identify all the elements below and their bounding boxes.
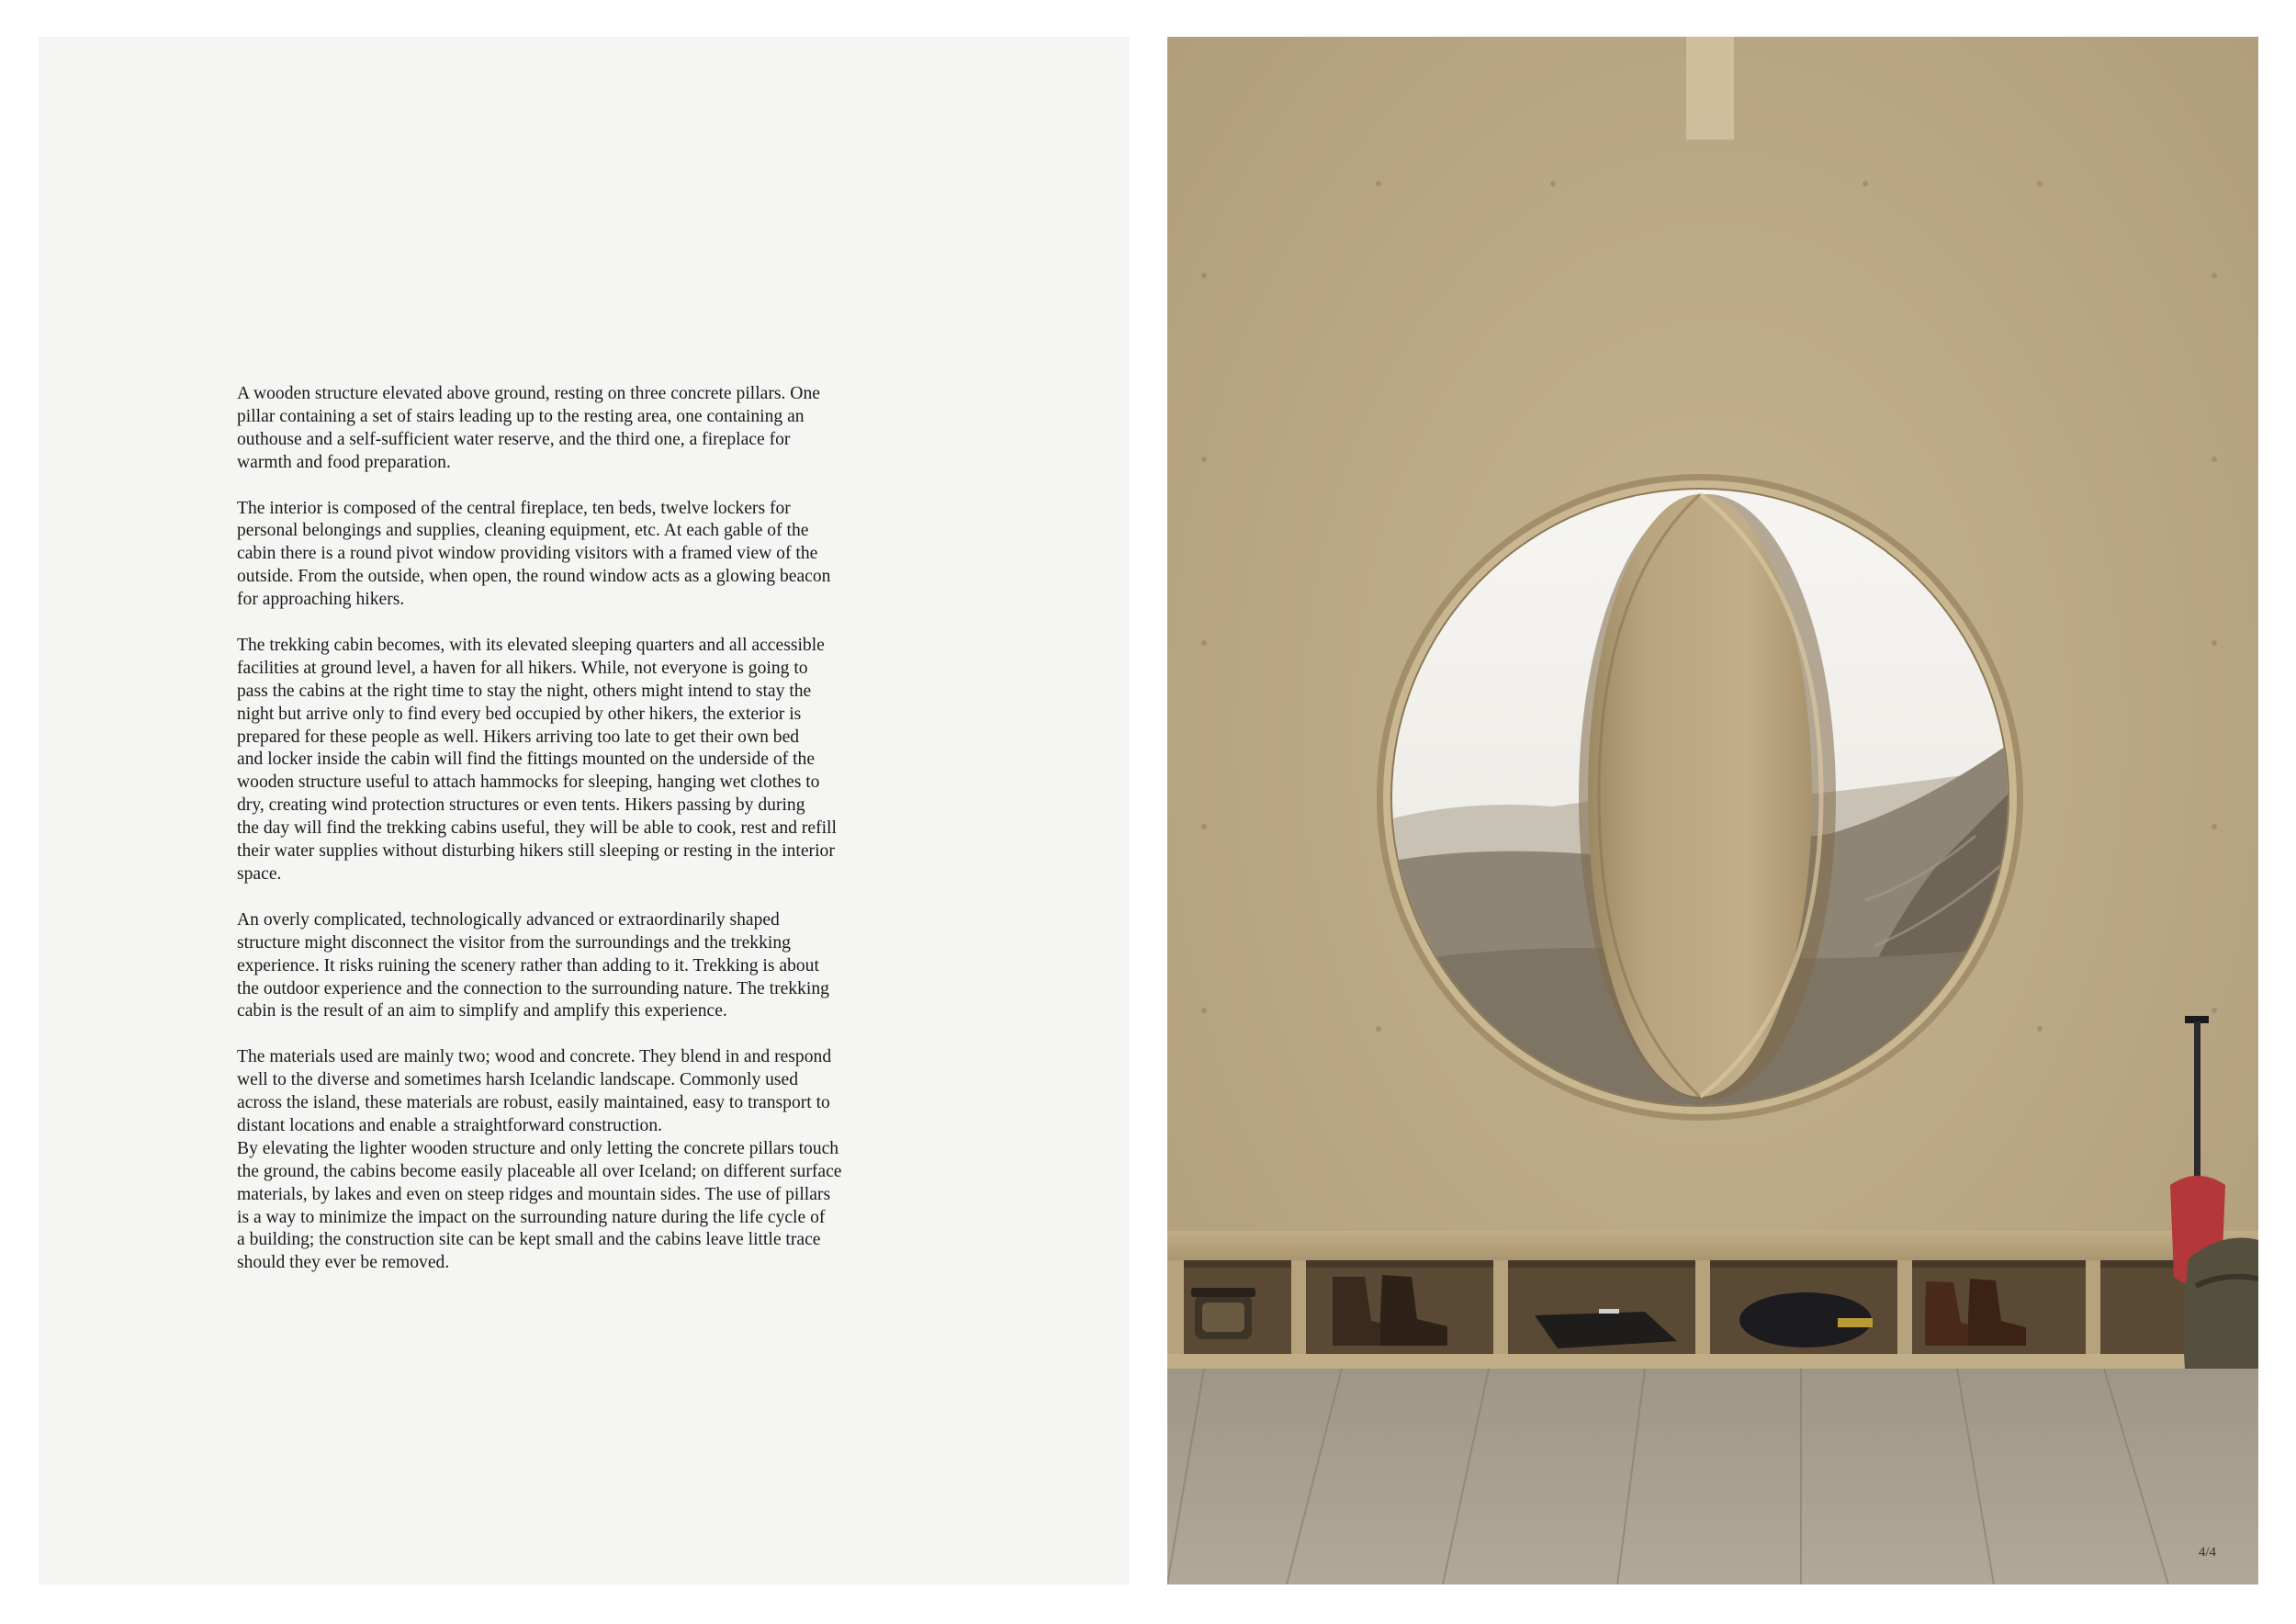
text-page [39, 37, 1130, 1585]
cabin-interior-illustration [1167, 37, 2258, 1585]
paragraph-pillars: By elevating the lighter wooden structure and only letting the concrete pillars touch the ground, the cabins become easily placeable all over Iceland; on different surface materials, by lakes and even on steep ridges and mountain sides. The use of pillars is a way to minimize the impact on the surrounding nature during the life cycle of a building; the construction site can be kept small and the cabins leave little trace should they ever be removed. [237, 1138, 842, 1273]
illustration-page [1167, 37, 2258, 1585]
page-number: 4/4 [2198, 1545, 2216, 1560]
paragraph-haven: The trekking cabin becomes, with its elevated sleeping quarters and all accessible facilities at ground level, a haven for all hikers. While, not everyone is going to pass the cabins at the right time to stay the night, others might intend to stay the night but arrive only to find every bed occupied by other hikers, the exterior is prepared for these people as well. Hikers arriving too late to get their own bed and locker inside the cabin will find the fittings mounted on the underside of the wooden structure useful to attach hammocks for sleeping, hanging wet clothes to dry, creating wind protection structures or even tents. Hikers passing by during the day will find the trekking cabins useful, they will be able to cook, rest and refill their water supplies without disturbing hikers still sleeping or resting in the interior space. [237, 635, 837, 884]
paragraph-simplicity: An overly complicated, technologically advanced or extraordinarily shaped structure might disconnect the visitor from the surroundings and the trekking experience. It risks ruining the scenery rather than adding to it. Trekking is about the outdoor experience and the connection to the surrounding nature. The trekking cabin is the result of an aim to simplify and amplify this experience. [237, 909, 829, 1021]
paragraph-intro: A wooden structure elevated above ground, resting on three concrete pillars. One pillar containing a set of stairs leading up to the resting area, one containing an outhouse and a self-sufficient water reserve, and the third one, a fireplace for warmth and food preparation. [237, 384, 820, 472]
body-text [237, 383, 972, 1298]
paragraph-interior: The interior is composed of the central fireplace, ten beds, twelve lockers for personal belongings and supplies, cleaning equipment, etc. At each gable of the cabin there is a round pivot window providing visitors with a framed view of the outside. From the outside, when open, the round window acts as a glowing beacon for approaching hikers. [237, 498, 831, 610]
paragraph-materials: The materials used are mainly two; wood and concrete. They blend in and respond well to the diverse and sometimes harsh Icelandic landscape. Commonly used across the island, these materials are robust, easily maintained, easy to transport to distant locations and enable a straightforward construction. [237, 1047, 832, 1135]
